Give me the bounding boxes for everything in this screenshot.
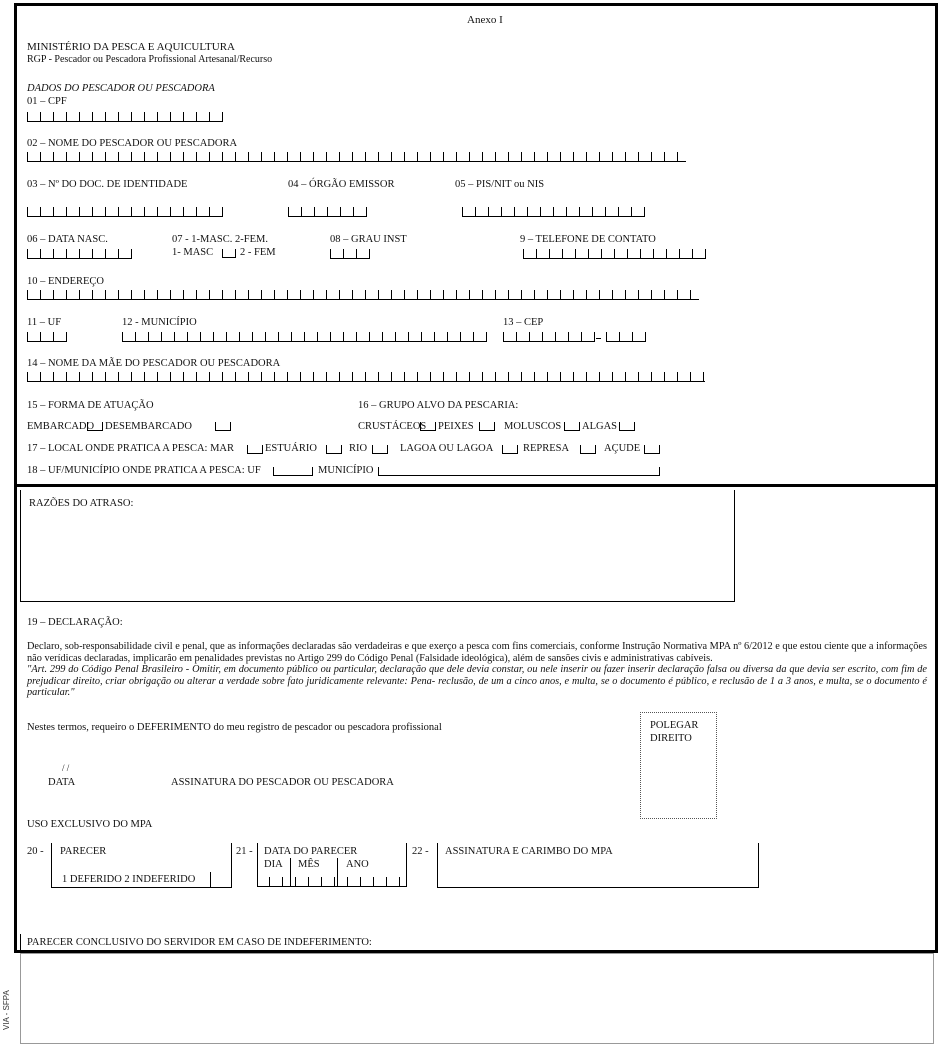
direito-label: DIREITO — [650, 733, 692, 744]
section-title: DADOS DO PESCADOR OU PESCADORA — [27, 83, 215, 94]
cpf-label: 01 – CPF — [27, 96, 67, 107]
f22-label: 22 - — [412, 846, 429, 857]
education-field[interactable] — [330, 249, 370, 259]
name-field[interactable] — [27, 152, 686, 162]
desembarcado-label: DESEMBARCADO — [105, 421, 192, 432]
f20-label: 20 - — [27, 846, 44, 857]
annex-title: Anexo I — [467, 14, 503, 26]
date-label: DATA — [48, 777, 76, 788]
uf-pesca-box[interactable] — [273, 467, 313, 476]
issuer-label: 04 – ÓRGÃO EMISSOR — [288, 179, 395, 190]
conclusivo-left — [20, 934, 21, 951]
lagoa-label: LAGOA OU LAGOA — [400, 443, 494, 454]
data-parecer-label: DATA DO PARECER — [264, 846, 358, 857]
phone-label: 9 – TELEFONE DE CONTATO — [520, 234, 656, 245]
declaracao-text: Declaro, sob-responsabilidade civil e penal, que as informações declaradas são verdadeiras e que exerço a pesca com fins comerciais, conforme Instrução Normativa MPA nº 6/2012 e que estou ciente que a informações não verídicas declaradas, implicarão em penalidades previstas no Artigo 299 do Código Penal (Falsidade ideológica), além de sansões civis e administrativas cabíveis. — [27, 641, 927, 664]
acude-box[interactable] — [644, 445, 660, 454]
cep-dash — [596, 338, 601, 339]
represa-box[interactable] — [580, 445, 596, 454]
address-field[interactable] — [27, 290, 699, 300]
pis-label: 05 – PIS/NIT ou NIS — [455, 179, 545, 190]
id-doc-label: 03 – Nº DO DOC. DE IDENTIDADE — [27, 179, 188, 190]
ano-label: ANO — [346, 859, 369, 870]
sex-masc-label: 1- MASC — [172, 247, 214, 258]
name-label: 02 – NOME DO PESCADOR OU PESCADORA — [27, 138, 238, 149]
declaracao-quote: "Art. 299 do Código Penal Brasileiro - Omitir, em documento público ou particular, declaração que dele devia constar, ou nele inserir ou fazer inserir declaração falsa ou diversa da que devia ser escrito, com fim de prejudicar direito, criar obrigação ou alterar a verdade sobre fato juridicamente relevante: Pena- reclusão, de um a cinco anos, e multa, se o documento é público, e reclusão de 1 a 3 anos, e multa, se o documento é particular." — [27, 664, 927, 698]
embarcado-label: EMBARCADO — [27, 421, 95, 432]
data-parecer-right — [406, 843, 407, 887]
address-label: 10 – ENDEREÇO — [27, 276, 104, 287]
municipio-pesca-label: MUNICÍPIO — [318, 465, 374, 476]
cep-field-1[interactable] — [503, 332, 595, 342]
mother-field[interactable] — [27, 372, 705, 382]
sex-label: 07 - 1-MASC. 2-FEM. — [172, 234, 268, 245]
lagoa-box[interactable] — [502, 445, 518, 454]
parecer-options: 1 DEFERIDO 2 INDEFERIDO — [62, 874, 196, 885]
issuer-field[interactable] — [288, 207, 367, 217]
data-parecer-field[interactable] — [257, 877, 406, 887]
f21-label: 21 - — [236, 846, 253, 857]
peixes-box[interactable] — [479, 422, 495, 431]
id-doc-field[interactable] — [27, 207, 223, 217]
assinatura-mpa-label: ASSINATURA E CARIMBO DO MPA — [445, 846, 613, 857]
mar-box[interactable] — [247, 445, 263, 454]
razoes-label: RAZÕES DO ATRASO: — [29, 498, 134, 509]
phone-field[interactable] — [523, 249, 706, 259]
embarcado-box[interactable] — [87, 422, 103, 431]
request-text: Nestes termos, requeiro o DEFERIMENTO do meu registro de pescador ou pescadora profissional — [27, 722, 442, 733]
uf-municipio-label: 18 – UF/MUNICÍPIO ONDE PRATICA A PESCA: UF — [27, 465, 261, 476]
parecer-option-box — [210, 872, 211, 887]
parecer-right — [231, 843, 232, 887]
dia-label: DIA — [264, 859, 283, 870]
parecer-label: PARECER — [60, 846, 107, 857]
algas-box[interactable] — [619, 422, 635, 431]
uf-label: 11 – UF — [27, 317, 62, 328]
algas-label: ALGAS — [582, 421, 618, 432]
city-field[interactable] — [122, 332, 487, 342]
conclusivo-label: PARECER CONCLUSIVO DO SERVIDOR EM CASO DE INDEFERIMENTO: — [27, 937, 372, 948]
mpa-title: USO EXCLUSIVO DO MPA — [27, 819, 153, 830]
acude-label: AÇUDE — [604, 443, 641, 454]
cep-field-2[interactable] — [606, 332, 646, 342]
fishing-place-label: 17 – LOCAL ONDE PRATICA A PESCA: MAR — [27, 443, 235, 454]
rgp-subtitle: RGP - Pescador ou Pescadora Profissional Artesanal/Recurso — [27, 54, 273, 65]
sex-fem-label: 2 - FEM — [240, 247, 276, 258]
birthdate-field[interactable] — [27, 249, 132, 259]
parecer-bottom — [51, 887, 232, 888]
declaracao-title: 19 – DECLARAÇÃO: — [27, 617, 123, 628]
parecer-left — [51, 843, 52, 887]
polegar-label: POLEGAR — [650, 720, 699, 731]
mother-label: 14 – NOME DA MÃE DO PESCADOR OU PESCADORA — [27, 358, 281, 369]
mes-label: MÊS — [298, 859, 320, 870]
target-group-label: 16 – GRUPO ALVO DA PESCARIA: — [358, 400, 519, 411]
birthdate-label: 06 – DATA NASC. — [27, 234, 108, 245]
ministry-title: MINISTÉRIO DA PESCA E AQUICULTURA — [27, 41, 236, 53]
date-slashes: / / — [62, 763, 70, 773]
sex-masc-box[interactable] — [222, 249, 236, 258]
uf-field[interactable] — [27, 332, 67, 342]
estuario-label: ESTUÁRIO — [265, 443, 317, 454]
conclusivo-field[interactable] — [21, 956, 933, 1043]
city-label: 12 - MUNICÍPIO — [122, 317, 197, 328]
peixes-label: PEIXES — [438, 421, 474, 432]
desembarcado-box[interactable] — [215, 422, 231, 431]
pis-field[interactable] — [462, 207, 645, 217]
crustaceos-box[interactable] — [420, 422, 436, 431]
moluscos-box[interactable] — [564, 422, 580, 431]
side-label: VIA - SFPA — [2, 990, 11, 1030]
moluscos-label: MOLUSCOS — [504, 421, 562, 432]
rio-box[interactable] — [372, 445, 388, 454]
crustaceos-label: CRUSTÁCEOS — [358, 421, 427, 432]
estuario-box[interactable] — [326, 445, 342, 454]
activity-label: 15 – FORMA DE ATUAÇÃO — [27, 400, 154, 411]
municipio-pesca-box[interactable] — [378, 467, 660, 476]
rio-label: RIO — [349, 443, 368, 454]
cep-label: 13 – CEP — [503, 317, 544, 328]
cpf-field[interactable] — [27, 112, 223, 122]
signature-label: ASSINATURA DO PESCADOR OU PESCADORA — [171, 777, 394, 788]
education-label: 08 – GRAU INST — [330, 234, 407, 245]
represa-label: REPRESA — [523, 443, 570, 454]
top-frame — [14, 3, 938, 487]
